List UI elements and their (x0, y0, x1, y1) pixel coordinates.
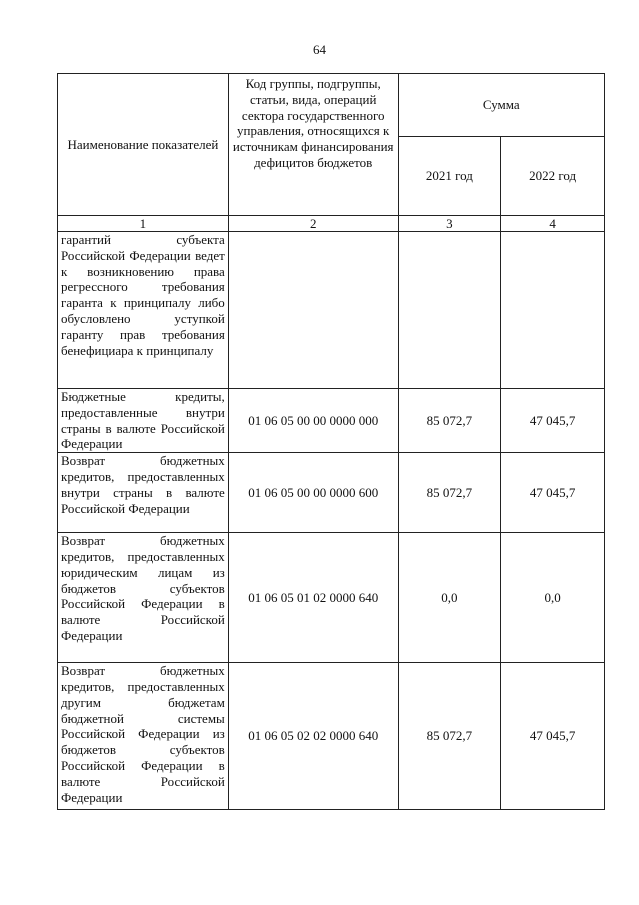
header-sum: Сумма (398, 74, 604, 137)
row-name: Возврат бюджетных кредитов, предоставленных юридическим лицам из бюджетов субъектов Российской Федерации в валюте Российской Федерации (58, 533, 229, 663)
header-name: Наименование показателей (58, 74, 229, 216)
row-amount-2021 (398, 232, 501, 389)
row-amount-2022: 47 045,7 (501, 663, 605, 810)
row-name: гарантий субъекта Российской Федерации ведет к возникновению права регрессного требования гаранта к принципалу либо обусловлено уступкой гаранту прав требования бенефициара к принципалу (58, 232, 229, 389)
row-amount-2022 (501, 232, 605, 389)
table-row (58, 453, 605, 533)
row-amount-2022: 47 045,7 (501, 453, 605, 533)
row-code: 01 06 05 02 02 0000 640 (228, 663, 398, 810)
column-number: 4 (501, 216, 605, 232)
header-row-top (58, 74, 605, 137)
column-number: 1 (58, 216, 229, 232)
row-name: Бюджетные кредиты, предоставленные внутри страны в валюте Российской Федерации (58, 389, 229, 453)
budget-sources-table (57, 73, 605, 810)
header-year-2021: 2021 год (398, 137, 501, 216)
row-name: Возврат бюджетных кредитов, предоставленных внутри страны в валюте Российской Федерации (58, 453, 229, 533)
column-number: 3 (398, 216, 501, 232)
row-code: 01 06 05 01 02 0000 640 (228, 533, 398, 663)
table-row (58, 533, 605, 663)
row-amount-2021: 85 072,7 (398, 663, 501, 810)
row-amount-2021: 0,0 (398, 533, 501, 663)
row-amount-2021: 85 072,7 (398, 389, 501, 453)
row-code: 01 06 05 00 00 0000 600 (228, 453, 398, 533)
row-code (228, 232, 398, 389)
row-code: 01 06 05 00 00 0000 000 (228, 389, 398, 453)
column-numbers-row (58, 216, 605, 232)
header-year-2022: 2022 год (501, 137, 605, 216)
header-code: Код группы, подгруппы, статьи, вида, операций сектора государственного управления, относящихся к источникам финансирования дефицитов бюджетов (228, 74, 398, 216)
table-row (58, 663, 605, 810)
column-number: 2 (228, 216, 398, 232)
row-amount-2022: 47 045,7 (501, 389, 605, 453)
row-amount-2022: 0,0 (501, 533, 605, 663)
table-row (58, 232, 605, 389)
page-number: 64 (313, 42, 326, 57)
row-name: Возврат бюджетных кредитов, предоставленных другим бюджетам бюджетной системы Российской Федерации из бюджетов субъектов Российской Федерации в валюте Российской Федерации (58, 663, 229, 810)
row-amount-2021: 85 072,7 (398, 453, 501, 533)
table-row (58, 389, 605, 453)
